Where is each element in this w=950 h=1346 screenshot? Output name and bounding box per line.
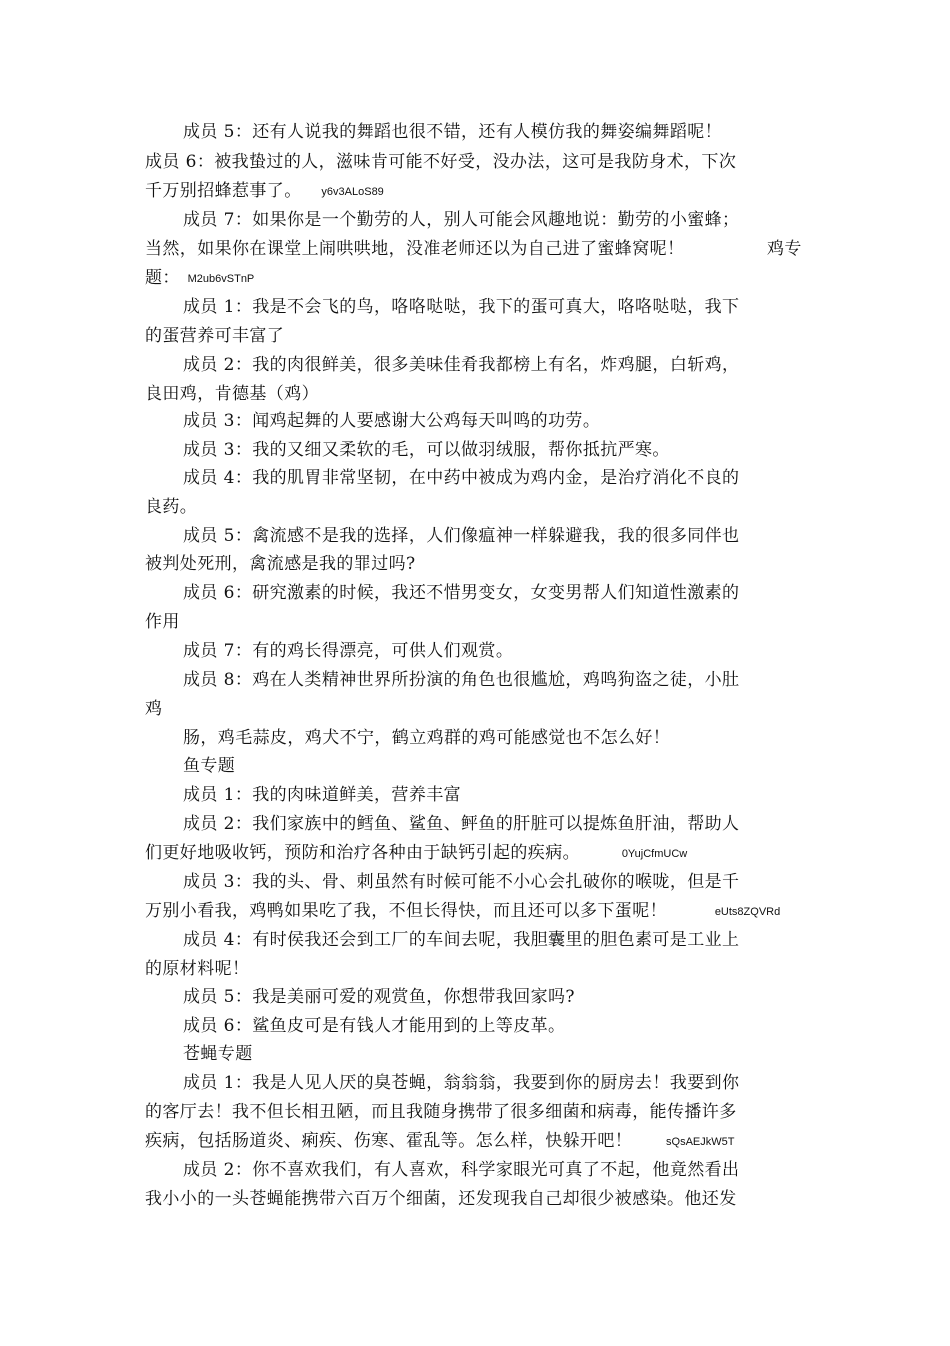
- watermark-code: y6v3ALoS89: [321, 186, 384, 198]
- text-line: 良田鸡，肯德基（鸡）: [145, 384, 319, 404]
- section-heading: 鸡专: [767, 239, 802, 259]
- text-line: 成员 4：有时侯我还会到工厂的车间去呢，我胆囊里的胆色素可是工业上: [183, 930, 740, 950]
- text-line: 我小小的一头苍蝇能携带六百万个细菌，还发现我自己却很少被感染。他还发: [145, 1189, 737, 1209]
- section-heading: 鱼专题: [183, 756, 236, 776]
- text-line: 成员 7：有的鸡长得漂亮，可供人们观赏。: [183, 641, 514, 661]
- text-line: 成员 3：我的又细又柔软的毛，可以做羽绒服，帮你抵抗严寒。: [183, 440, 670, 460]
- text-line: [145, 179, 384, 203]
- text-line: 的客厅去！我不但长相丑陋，而且我随身携带了很多细菌和病毒，能传播许多: [145, 1102, 737, 1122]
- text-line: 成员 2：我的肉很鲜美，很多美味佳肴我都榜上有名，炸鸡腿，白斩鸡，: [183, 355, 740, 375]
- text-line: 成员 5：我是美丽可爱的观赏鱼，你想带我回家吗?: [183, 987, 575, 1007]
- text-line: 作用: [145, 612, 180, 632]
- text-line: 成员 6：鲨鱼皮可是有钱人才能用到的上等皮革。: [183, 1016, 566, 1036]
- section-heading: 苍蝇专题: [183, 1044, 253, 1064]
- text-line: 鸡: [145, 699, 163, 719]
- text-line: 成员 4：我的肌胃非常坚韧，在中药中被成为鸡内金，是治疗消化不良的: [183, 468, 740, 488]
- text-line: [145, 1129, 734, 1153]
- text-line: 成员 5：还有人说我的舞蹈也很不错，还有人模仿我的舞姿编舞蹈呢！: [183, 122, 723, 142]
- text-span: 们更好地吸收钙，预防和治疗各种由于缺钙引起的疾病。: [145, 843, 580, 863]
- text-line: 当然，如果你在课堂上闹哄哄地，没准老师还以为自己进了蜜蜂窝呢！: [145, 239, 685, 259]
- text-line: 成员 1：我是不会飞的鸟，咯咯哒哒，我下的蛋可真大，咯咯哒哒，我下: [183, 297, 740, 317]
- text-line: 成员 2：你不喜欢我们，有人喜欢，科学家眼光可真了不起，他竟然看出: [183, 1160, 740, 1180]
- text-line: 成员 3：闻鸡起舞的人要感谢大公鸡每天叫鸣的功劳。: [183, 411, 601, 431]
- text-line: 成员 1：我的肉味道鲜美，营养丰富: [183, 785, 462, 805]
- watermark-code: eUts8ZQVRd: [714, 906, 781, 918]
- text-span: 千万别招蜂惹事了。: [145, 181, 302, 201]
- text-line: 被判处死刑，禽流感是我的罪过吗?: [145, 554, 416, 574]
- text-line: 的蛋营养可丰富了: [145, 326, 285, 346]
- text-line: 成员 2：我们家族中的鳕鱼、鲨鱼、鲆鱼的肝脏可以提炼鱼肝油，帮助人: [183, 814, 740, 834]
- text-span: 万别小看我，鸡鸭如果吃了我，不但长得快，而且还可以多下蛋呢！: [145, 901, 667, 921]
- text-span: 疾病，包括肠道炎、痢疾、伤寒、霍乱等。怎么样，快躲开吧！: [145, 1131, 633, 1151]
- text-line: 的原材料呢！: [145, 959, 250, 979]
- text-line: 肠，鸡毛蒜皮，鸡犬不宁，鹤立鸡群的鸡可能感觉也不怎么好！: [183, 728, 671, 748]
- text-line: 成员 3：我的头、骨、刺虽然有时候可能不小心会扎破你的喉咙，但是千: [183, 872, 740, 892]
- text-line: 成员 6：被我蛰过的人，滋味肯可能不好受，没办法，这可是我防身术，下次: [145, 152, 737, 172]
- text-line: 成员 6：研究激素的时候，我还不惜男变女，女变男帮人们知道性激素的: [183, 583, 740, 603]
- text-line: 成员 8：鸡在人类精神世界所扮演的角色也很尴尬，鸡鸣狗盗之徒，小肚: [183, 670, 740, 690]
- section-heading: 题：: [145, 268, 180, 288]
- text-line: 良药。: [145, 497, 198, 517]
- text-line: 成员 7：如果你是一个勤劳的人，别人可能会风趣地说：勤劳的小蜜蜂；: [183, 210, 740, 230]
- watermark-code: M2ub6vSTnP: [187, 273, 255, 285]
- text-line: 成员 1：我是人见人厌的臭苍蝇，翁翁翁，我要到你的厨房去！我要到你: [183, 1073, 740, 1093]
- text-line: [145, 266, 254, 290]
- text-line: [145, 841, 687, 865]
- text-line: 成员 5：禽流感不是我的选择，人们像瘟神一样躲避我，我的很多同伴也: [183, 526, 740, 546]
- watermark-code: sQsAEJkW5T: [666, 1136, 735, 1148]
- text-line: [145, 899, 780, 923]
- watermark-code: 0YujCfmUCw: [621, 848, 688, 860]
